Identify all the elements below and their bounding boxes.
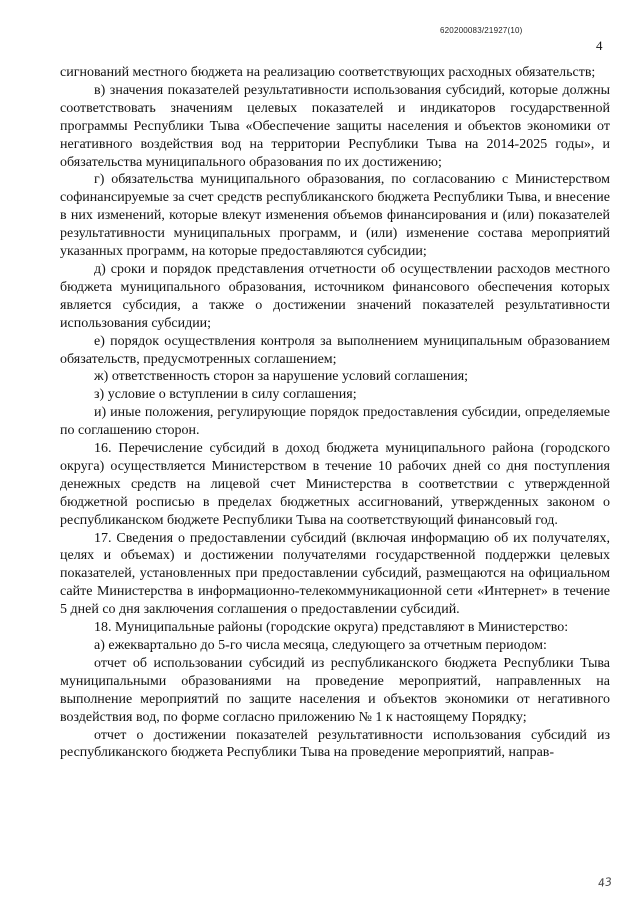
paragraph: е) порядок осуществления контроля за выполнением муниципальным образованием обязательств, предусмотренных соглашением; [60,333,610,367]
paragraph: д) сроки и порядок представления отчетности об осуществлении расходов местного бюджета муниципального образования, источником финансового обеспечения которых является субсидия, а также о достижении значений показателей результативности использования субсидии; [60,261,610,331]
paragraph: отчет об использовании субсидий из республиканского бюджета Республики Тыва муниципальными образованиями на проведение мероприятий, направленных на выполнение мероприятий по защите населения и объектов экономики от негативного воздействия вод, по форме согласно приложению № 1 к настоящему Порядку; [60,655,610,725]
paragraph: 18. Муниципальные районы (городские округа) представляют в Министерство: [94,620,569,636]
paragraph: отчет о достижении показателей результативности использования субсидий из республиканского бюджета Республики Тыва на проведение мероприятий, направ- [60,727,610,761]
paragraph: и) иные положения, регулирующие порядок предоставления субсидии, определяемые по соглашению сторон. [60,405,610,439]
document-id: 620200083/21927(10) [440,26,523,35]
document-body [60,64,610,762]
paragraph: 17. Сведения о предоставлении субсидий (включая информацию об их получателях, целях и объемах) и достижении получателями государственной поддержки целевых показателей, установленных при предоставлении субсидий, размещаются на официальном сайте Министерства в информационно-телекоммуникационной сети «Интернет» в течение 5 дней со дня заключения соглашения о предоставлении субсидий. [60,530,610,618]
paragraph: г) обязательства муниципального образования, по согласованию с Министерством софинансируемые за счет средств республиканского бюджета Республики Тыва, и внесение в них изменений, которые влекут изменения объемов финансирования и (или) показателей результативности муниципальных программ, и (или) изменение состава мероприятий указанных программ, на которые предоставляются субсидии; [60,172,610,260]
paragraph: 16. Перечисление субсидий в доход бюджета муниципального района (городского округа) осуществляется Министерством в течение 10 рабочих дней со дня поступления денежных средств на лицевой счет Министерства в соответствии с утвержденной бюджетной росписью в пределах бюджетных ассигнований, утвержденных законом о республиканском бюджете Республики Тыва на соответствующий финансовый год. [60,441,610,528]
paragraph: а) ежеквартально до 5-го числа месяца, следующего за отчетным периодом: [94,638,547,653]
paragraph: в) значения показателей результативности использования субсидий, которые должны соответствовать значениям целевых показателей и индикаторов государственной программы Республики Тыва «Обеспечение защиты населения и объектов экономики от негативного воздействия вод на территории Республики Тыва на 2014-2025 годы», и обязательства муниципального образования по их достижению; [60,82,610,170]
paragraph: з) условие о вступлении в силу соглашения; [94,387,357,403]
handwritten-page-mark: 43 [597,875,613,890]
page-number: 4 [596,38,603,53]
paragraph: ж) ответственность сторон за нарушение условий соглашения; [94,369,469,385]
paragraph: сигнований местного бюджета на реализацию соответствующих расходных обязательств; [60,65,596,80]
